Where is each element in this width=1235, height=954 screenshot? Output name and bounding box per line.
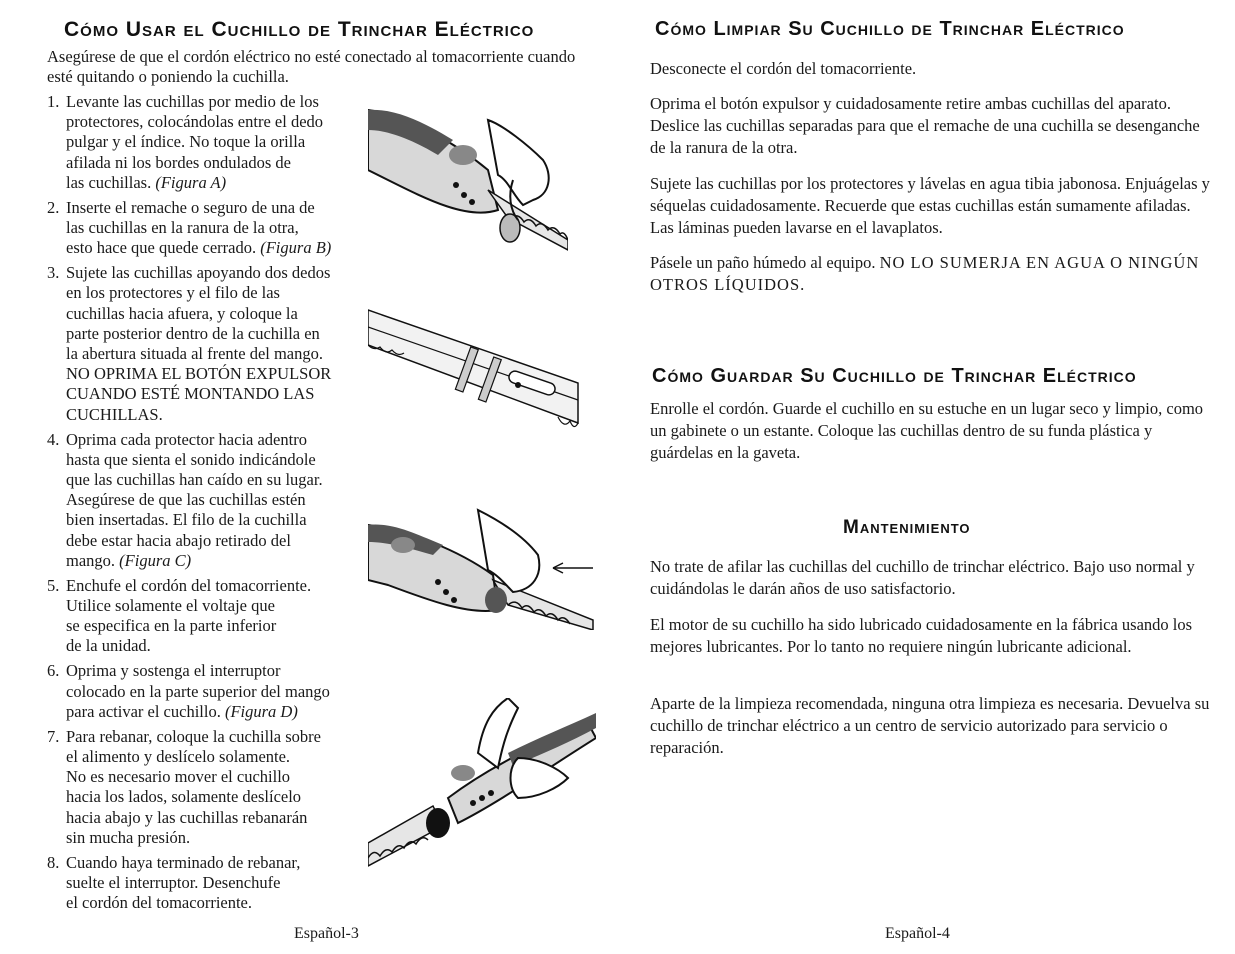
step-line: hacia los lados, solamente deslícelo xyxy=(66,787,302,807)
step-line: Levante las cuchillas por medio de los xyxy=(66,92,319,111)
steps-list xyxy=(47,92,331,918)
step-number: 6. xyxy=(47,661,60,681)
step-line: la abertura situada al frente del mango. xyxy=(66,344,324,364)
step-item xyxy=(47,430,331,571)
step-line: No es necesario mover el cuchillo xyxy=(66,767,291,787)
step-line: mango. xyxy=(66,550,120,570)
step-line: que las cuchillas han caído en su lugar. xyxy=(66,470,323,490)
step-line: las cuchillas en la ranura de la otra, xyxy=(66,218,299,238)
step-line: cuchillas hacia afuera, y coloque la xyxy=(66,303,298,323)
step-item xyxy=(47,92,331,193)
step-line: Sujete las cuchillas apoyando dos dedos xyxy=(66,263,331,283)
right-page xyxy=(617,0,1235,954)
step-line: Enchufe el cordón del tomacorriente. xyxy=(66,575,312,595)
step-number: 3. xyxy=(47,263,60,283)
step-line: parte posterior dentro de la cuchilla en xyxy=(66,323,320,343)
step-line: hasta que sienta el sonido indicándole xyxy=(66,449,316,469)
step-item xyxy=(47,263,331,425)
page-number-left: Español-3 xyxy=(294,925,359,942)
step-item xyxy=(47,727,331,848)
step-line: Oprima cada protector hacia adentro xyxy=(66,429,307,449)
step-line: Para rebanar, coloque la cuchilla sobre xyxy=(66,726,321,746)
cleaning-warning: NO LO SUMERJA EN AGUA O NINGÚN OTROS LÍQUIDOS. xyxy=(650,253,1200,294)
usage-intro: Asegúrese de que el cordón eléctrico no esté conectado al tomacorriente cuando esté quitando o poniendo la cuchilla. xyxy=(47,47,576,86)
left-page xyxy=(0,0,617,954)
figure-b-illustration xyxy=(368,305,583,445)
step-line: Cuando haya terminado de rebanar, xyxy=(66,852,301,872)
cleaning-paragraph-2: Oprima el botón expulsor y cuidadosamente retire ambas cuchillas del aparato. Deslice las cuchillas separadas para que el remache de una cuchilla se desenganche de la ranura de la otra. xyxy=(650,94,1200,157)
maintenance-paragraph-3: Aparte de la limpieza recomendada, ninguna otra limpieza es necesaria. Devuelva su cuchillo de trinchar eléctrico a un centro de servicio autorizado para servicio o reparación. xyxy=(650,694,1210,757)
maintenance-title: Mantenimiento xyxy=(843,517,971,538)
step-item xyxy=(47,198,331,259)
storage-paragraph: Enrolle el cordón. Guarde el cuchillo en su estuche en un lugar seco y limpio, como un gabinete o un estante. Coloque las cuchillas dentro de su funda plástica y guárdelas en la gaveta. xyxy=(650,399,1204,462)
cleaning-paragraph-3: Sujete las cuchillas por los protectores y lávelas en agua tibia jabonosa. Enjuágelas y séquelas cuidadosamente. Recuerde que estas cuchillas están sumamente afiladas. Las láminas pueden lavarse en el lavaplatos. xyxy=(650,174,1210,237)
step-line: en los protectores y el filo de las xyxy=(66,283,280,303)
step-line: colocado en la parte superior del mango xyxy=(66,681,330,701)
step-line: esto hace que quede cerrado. xyxy=(66,238,261,258)
usage-title: Cómo Usar el Cuchillo de Trinchar Eléctrico xyxy=(64,18,535,41)
page-number-right: Español-4 xyxy=(885,925,950,942)
figure-a-illustration xyxy=(368,100,568,252)
step-line: Inserte el remache o seguro de una de xyxy=(66,197,315,217)
step-line: pulgar y el índice. No toque la orilla xyxy=(66,132,306,152)
figure-reference: (Figura D) xyxy=(224,701,298,721)
step-line: Utilice solamente el voltaje que xyxy=(66,596,275,616)
step-line: el alimento y deslícelo solamente. xyxy=(66,747,291,767)
step-line: suelte el interruptor. Desenchufe xyxy=(66,873,281,893)
step-number: 8. xyxy=(47,852,60,872)
figure-reference: (Figura C) xyxy=(119,550,192,570)
step-line: Oprima y sostenga el interruptor xyxy=(66,661,281,681)
step-line: afilada ni los bordes ondulados de xyxy=(66,152,291,172)
cleaning-paragraph-1: Desconecte el cordón del tomacorriente. xyxy=(650,59,917,78)
step-line: Asegúrese de que las cuchillas estén xyxy=(66,490,306,510)
step-line: el cordón del tomacorriente. xyxy=(66,893,253,913)
step-number: 1. xyxy=(47,92,60,111)
step-line: sin mucha presión. xyxy=(66,827,191,847)
figure-reference: (Figura A) xyxy=(155,172,227,192)
step-line: debe estar hacia abajo retirado del xyxy=(66,530,291,550)
step-line: NO OPRIMA EL BOTÓN EXPULSOR xyxy=(66,364,332,384)
step-line: CUANDO ESTÉ MONTANDO LAS xyxy=(66,384,315,404)
storage-title: Cómo Guardar Su Cuchillo de Trinchar Eléctrico xyxy=(652,365,1137,387)
step-line: se especifica en la parte inferior xyxy=(66,616,277,636)
step-line: las cuchillas. xyxy=(66,172,156,192)
step-line: bien insertadas. El filo de la cuchilla xyxy=(66,510,307,530)
step-line: para activar el cuchillo. xyxy=(66,701,225,721)
step-line: de la unidad. xyxy=(66,636,151,656)
step-line: protectores, colocándolas entre el dedo xyxy=(66,112,324,132)
cleaning-paragraph-4-text: Pásele un paño húmedo al equipo. xyxy=(650,253,880,272)
cleaning-title: Cómo Limpiar Su Cuchillo de Trinchar Eléctrico xyxy=(655,18,1125,40)
maintenance-paragraph-2: El motor de su cuchillo ha sido lubricado cuidadosamente en la fábrica usando los mejores lubricantes. Por lo tanto no requiere ningún lubricante adicional. xyxy=(650,615,1193,656)
figure-c-illustration xyxy=(368,500,598,630)
step-line: hacia abajo y las cuchillas rebanarán xyxy=(66,807,308,827)
step-number: 2. xyxy=(47,197,60,217)
step-number: 4. xyxy=(47,429,60,449)
step-item xyxy=(47,576,331,657)
step-item xyxy=(47,853,331,914)
step-item xyxy=(47,661,331,722)
maintenance-paragraph-1: No trate de afilar las cuchillas del cuchillo de trinchar eléctrico. Bajo uso normal y cuidándolas le darán años de uso satisfactorio. xyxy=(650,557,1195,598)
figure-d-illustration xyxy=(368,698,596,868)
step-number: 7. xyxy=(47,726,60,746)
cleaning-paragraph-4 xyxy=(650,252,1210,296)
step-number: 5. xyxy=(47,575,60,595)
figure-reference: (Figura B) xyxy=(260,238,332,258)
step-line: CUCHILLAS. xyxy=(66,404,163,424)
